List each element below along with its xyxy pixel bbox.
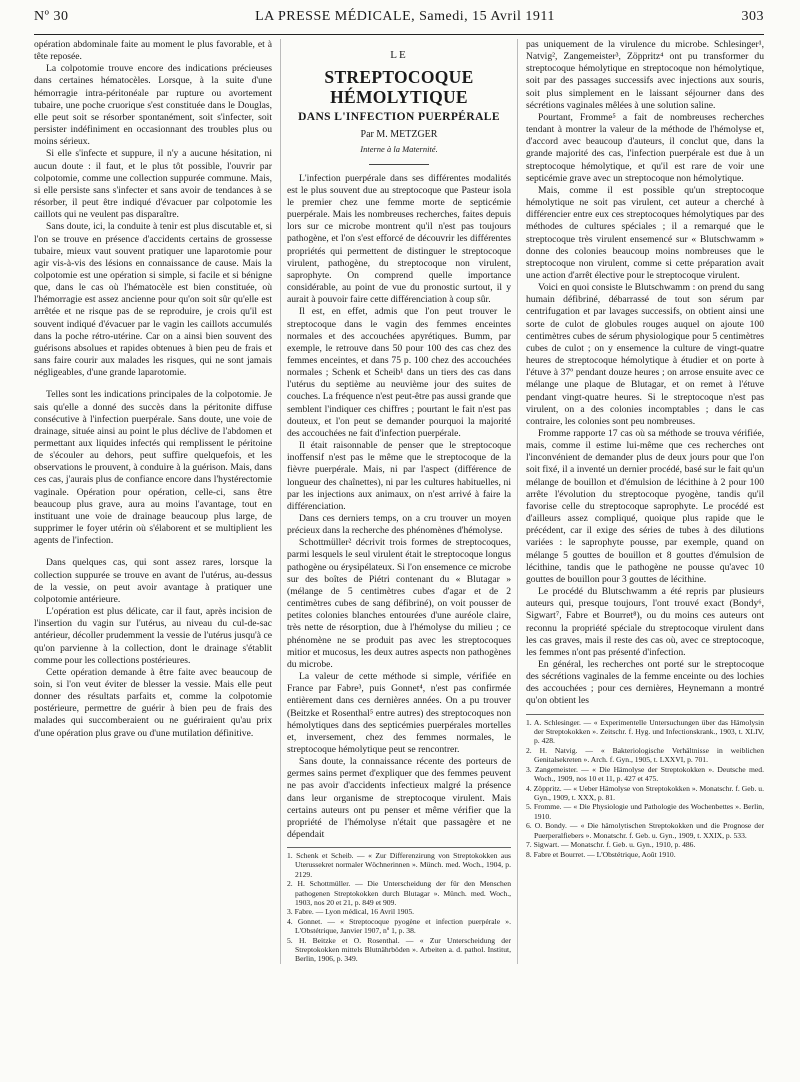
footnote: 1. A. Schlesinger. — « Experimentelle Untersuchungen über das Hämolysin der Streptokokken ». Zeitschr. f. Hyg. und Infectionskrank., 1903, t. XLIV, p. 428. xyxy=(526,717,764,745)
footnote: 6. O. Bondy. — « Die hämolytischen Streptokokken und die Prognose der Puerperalfiebers ». Monatschr. f. Geb. u. Gyn., 1909, t. XXIX, p. 533. xyxy=(526,821,764,840)
paragraph: La valeur de cette méthode si simple, vérifiée en France par Fabre³, puis Gonnet⁴, n'est pas confirmée entièrement dans ces dernières années. On a pu trouver (Beitzke et Rosenthal⁵ entre autres) des streptocoques non hémolytiques dans des septicémies puerpérales mortelles et, inversement, chez des femmes normales, le streptocoque hémolytique peut se rencontrer. xyxy=(287,671,511,755)
right-footnotes xyxy=(526,718,764,860)
paragraph: En général, les recherches ont porté sur le streptocoque des sécrétions vaginales de la femme enceinte ou des lochies des accouchées ; pour ces dernières, Heynemann a montré qu'on obtient les xyxy=(526,658,764,707)
columns xyxy=(34,39,764,964)
paragraph: Sans doute, la connaissance récente des porteurs de germes sains permet d'expliquer que des femmes peuvent ne pas avoir d'accidents infectieux malgré la présence dans leur organisme de streptocoque virulent. Mais certains auteurs ont pu penser et même vérifier que la propriété de l'hémolyse n'était que passagère et ne dépendait xyxy=(287,756,511,841)
paragraph: pas uniquement de la virulence du microbe. Schlesinger¹, Natvig², Zangemeister³, Zöppritz⁴ ont pu transformer du streptocoque hémolytique en streptocoque non hémolytique, soit par des passages successifs avec injections aux souris, soit plus simplement en le laissant séjourner dans des sécrétions vaginales mêlées à une solution saline. xyxy=(526,39,764,111)
paragraph: Pourtant, Fromme⁵ a fait de nombreuses recherches tendant à montrer la valeur de la méthode de l'hémolyse et, d'accord avec beaucoup d'auteurs, il conclut que, dans la grande majorité des cas, l'infection puerpérale est due à un streptocoque hémolytique, et qu'il est rare de voir une septicémie grave avec un streptocoque non hémolytique. xyxy=(526,111,764,184)
paragraph: Si elle s'infecte et suppure, il n'y a aucune hésitation, ni aucun doute : il faut, et le plus tôt possible, l'ouvrir par colpotomie, comme une collection suppurée commune. Mais, si elle persiste sans s'infecter et sans avoir de tendances à se résorber, il peut être indiqué d'évacuer par colpotomie les caillots qui ne veulent pas disparaître. xyxy=(34,148,272,221)
article-subtitle: DANS L'INFECTION PUERPÉRALE xyxy=(298,111,500,124)
issue-number: Nº 30 xyxy=(34,9,69,24)
paragraph: Il était raisonnable de penser que le streptocoque inoffensif n'est pas le même que le streptocoque de la fièvre puerpérale. Mais, ni par l'aspect (différence de longueur des chaînettes), ni par les cultures habituelles, ni par les injections aux animaux, on n'est arrivé à faire la différenciation. xyxy=(287,440,511,512)
paragraph: Il est, en effet, admis que l'on peut trouver le streptocoque dans le vagin des femmes enceintes normales et des accouchées apyrétiques. Bumm, par exemple, le retrouve dans 50 pour 100 des cas chez des femmes enceintes, et dans 75 p. 100 chez des accouchées normales ; Schenk et Scheib¹ dans un tiers des cas dans l'utérus du septième au neuvième jour des suites de couches. La fréquence n'est peut-être pas aussi grande que semblent l'indiquer ces chiffres ; pourtant le fait n'est pas douteux, et l'on peut se demander pourquoi la majorité des accouchées ne fait d'infection puerpérale. xyxy=(287,306,511,439)
paragraph: La colpotomie trouve encore des indications précieuses dans certaines hématocèles. Lorsque, à la suite d'une hémorragie intra-péritonéale par rupture ou avortement tubaire, une poche cruorique s'est constituée dans le Douglas, elle peut soit se résorber spontanément, soit s'infecter, soit persister indéfiniment en occasionnant des troubles plus ou moins sérieux. xyxy=(34,63,272,148)
footnote: 3. Zangemeister. — « Die Hämolyse der Streptokokken ». Deutsche med. Woch., 1909, nos 10 et 11, p. 427 et 475. xyxy=(526,764,764,783)
title-rule xyxy=(369,164,429,165)
paragraph: Sans doute, ici, la conduite à tenir est plus discutable et, si l'on se trouve en présence d'accidents certains de grossesse tubaire, mieux vaut souvent pratiquer une laparotomie pour agir vis-à-vis des lésions en connaissance de cause. Mais la colpotomie est une opération si simple, si facile et si bénigne que, dans le cas où l'hématocèle est bien constituée, où l'hémorragie est assez ancienne pour qu'on soit sûr qu'elle est arrêtée et ne risque pas de se reproduire, je crois qu'il est souvent indiqué d'évacuer par le vagin les caillots accumulés dans la poche rétro-utérine. Car on a ainsi bien souvent des guérisons absolues et rapides obtenues à bien peu de frais et sans faire courir aux malades les risques, qui ne sont jamais négligeables, d'une grande laparotomie. xyxy=(34,221,272,379)
paragraph: L'infection puerpérale dans ses différentes modalités est le plus souvent due au streptocoque que Pasteur isola le premier chez une femme morte de septicémie puerpérale. Mais les nombreuses recherches, faites depuis lors sur ce microbe montrent qu'il n'est pas toujours pathogène, et l'on s'est efforcé de découvrir les différentes propriétés qui permettent de distinguer le streptocoque virulent, pathogène, du streptocoque non virulent, saprophyte. On comprend quelle importance considérable, au point de vue du pronostic surtout, il y aurait à pouvoir faire cette différenciation à coup sûr. xyxy=(287,172,511,306)
page-header xyxy=(34,0,764,35)
paragraph: Schottmüller² décrivit trois formes de streptocoques, parmi lesquels le seul virulent était le streptocoque longus pathogène ou érysipélateux. Si l'on ensemence ce microbe sur des boîtes de Piétri contenant du « Blutagar » (mélange de 5 centimètres cubes d'agar et de 2 centimètres cubes de sang défibriné), on voit pousser de petites colonies blanches entourées d'une auréole claire, très nette de résorption, due à l'hémolyse du milieu ; ce phénomène ne se produit pas avec les streptocoques mitior et mucosus, les deux autres aspects non pathogènes du microbe. xyxy=(287,537,511,670)
article-author: Par M. METZGER xyxy=(360,129,438,141)
author-role: Interne à la Maternité. xyxy=(360,144,438,155)
page-number: 303 xyxy=(741,9,764,24)
footnote: 2. H. Natvig. — « Bakteriologische Verhältnisse in weiblichen Genitalsekreten ». Arch. f. Gyn., 1905, t. LXXVI, p. 701. xyxy=(526,745,764,764)
footnote: 5. H. Beitzke et O. Rosenthal. — « Zur Unterscheidung der Streptokokken mittels Blutnährböden ». Arbeiten a. d. pathol. Institut, Berlin, 1906, p. 349. xyxy=(287,936,511,964)
journal-title: LA PRESSE MÉDICALE, Samedi, 15 Avril 1911 xyxy=(255,9,555,24)
right-body xyxy=(526,39,764,708)
footnote: 3. Fabre. — Lyon médical, 16 Avril 1905. xyxy=(287,907,415,917)
left-column xyxy=(34,39,272,964)
footnote: 4. Gonnet. — « Streptocoque pyogène et infection puerpérale ». L'Obstétrique, Janvier 1907, nº 1, p. 38. xyxy=(287,917,511,936)
footnote: 8. Fabre et Bourret. — L'Obstétrique, Août 1910. xyxy=(526,849,676,859)
paragraph: opération abdominale faite au moment le plus favorable, et à tête reposée. xyxy=(34,39,272,63)
footnote: 7. Sigwart. — Monatschr. f. Geb. u. Gyn., 1910, p. 486. xyxy=(526,840,696,850)
paragraph: Fromme rapporte 17 cas où sa méthode se trouva vérifiée, mais, comme il estime lui-même que ces recherches ont l'inconvénient de demander plus de deux jours pour que l'on soit fixé, il a inventé un dernier procédé, basé sur le fait qu'un mélange de bouillon et d'émulsion de lécithine à 2 pour 100 arrête l'évolution du streptocoque pyogène, tandis qu'il favorise celle du streptocoque saprophyte. Le procédé est d'ailleurs assez compliqué, quoique plus rapide que le précédent, car il exige des séries de tubes à des dilutions variées : le saprophyte pousse, par exemple, quand on mélange 5 gouttes de bouillon et 8 gouttes d'émulsion de lécithine, tandis que le pathogène ne pousse qu'avec 10 gouttes de bouillon pour 3 gouttes de lécithine. xyxy=(526,428,764,585)
right-column xyxy=(526,39,764,964)
middle-column xyxy=(280,39,518,964)
footnote: 1. Schenk et Scheib. — « Zur Differenzirung von Streptokokken aus Uterussekret normaler Wöchnerinnen ». Münch. med. Woch., 1904, p. 2129. xyxy=(287,851,511,879)
footnote: 4. Zöppritz. — « Ueber Hämolyse von Streptokokken ». Monatschr. f. Geb. u. Gyn., 1909, t. XXX, p. 81. xyxy=(526,783,764,802)
paragraph: L'opération est plus délicate, car il faut, après incision de l'insertion du vagin sur l'utérus, au niveau du cul-de-sac antérieur, décoller prudemment la vessie de l'utérus jusqu'à ce qu'on parvienne à la collection, dont le drainage s'établit comme pour les collections postérieures. xyxy=(34,606,272,666)
paragraph: Mais, comme il est possible qu'un streptocoque hémolytique ne soit pas virulent, cet auteur a cherché à différencier entre eux ces streptocoques hémolytiques par des méthodes de cultures spéciales ; il a remarqué que le streptocoque très virulent ensemencé sur « Blutschwamm » donne des colonies beaucoup moins nombreuses que le streptocoque non virulent, comme si cette préparation avait une action d'arrêt élective pour le streptocoque virulent. xyxy=(526,184,764,281)
paragraph: Dans ces derniers temps, on a cru trouver un moyen précieux dans la recherche des phénomènes d'hémolyse. xyxy=(287,513,511,537)
middle-body xyxy=(287,173,511,842)
paragraph: Le procédé du Blutschwamm a été repris par plusieurs auteurs qui, presque toujours, l'ont trouvé exact (Bondy⁶, Sigwart⁷, Fabre et Bourret⁸), ou du moins ces auteurs ont reconnu la propriété spéciale du streptocoque virulent dans les cas graves, mais il reste des cas où, avec ce streptocoque, les femmes n'ont pas présenté d'infection. xyxy=(526,586,764,658)
paragraph: Dans quelques cas, qui sont assez rares, lorsque la collection suppurée se trouve en avant de l'utérus, au-dessus de la vessie, on peut avoir avantage à pratiquer une colpotomie antérieure. xyxy=(34,557,272,605)
footnote: 2. H. Schottmüller. — Die Unterscheidung der für den Menschen pathogenen Streptokokken durch Blutagar ». Münch. med. Woch., 1903, nos 20 et 21, p. 849 et 909. xyxy=(287,879,511,907)
paragraph: Cette opération demande à être faite avec beaucoup de soin, si l'on veut éviter de blesser la vessie. Mais elle peut donner des résultats parfaits et, comme la colpotomie postérieure, permettre de guérir à bien peu de frais des malades qui succomberaient ou ne guériraient qu'au prix d'une opération plus grave ou d'une mutilation définitive. xyxy=(34,666,272,739)
middle-footnotes xyxy=(287,851,511,963)
footnote: 5. Fromme. — « Die Physiologie und Pathologie des Wochenbettes ». Berlin, 1910. xyxy=(526,802,764,821)
article-title: STREPTOCOQUE HÉMOLYTIQUE xyxy=(324,67,474,108)
article-kicker: LE xyxy=(390,49,408,61)
footnote-rule xyxy=(526,714,764,715)
paragraph: Voici en quoi consiste le Blutschwamm : on prend du sang humain défibriné, débarrassé de tout son sérum par centrifugation et par lavages successifs, on obtient ainsi une sorte de culot de globules rouges auquel on ajoute 100 centimètres cubes de sérum physiologique pour 5 centimètres cubes de culot ; on y ensemence la culture de vingt-quatre heures de streptocoque hémolytique à étudier et on porte à l'étuve à 37º pendant douze heures ; on arrose ensuite avec ce mélange une plaque de Blutagar, et on remet à l'étuve pendant vingt-quatre heures. Si le streptocoque n'est pas virulent, on a des colonies incomptables ; dans le cas contraire, les colonies sont peu nombreuses. xyxy=(526,282,764,427)
footnote-rule xyxy=(287,847,511,848)
paragraph: Telles sont les indications principales de la colpotomie. Je sais qu'elle a donné des succès dans la péritonite diffuse consécutive à l'infection puerpérale. Sans doute, une voie de drainage, située ainsi au point le plus déclive de l'abdomen et permettant aux liquides infectés qui remplissent le péritoine de s'écouler au dehors, peut suffire quelquefois, et les observations le prouvent, à conduire à la guérison. Mais, dans ces cas, j'aurais plus de confiance encore dans l'hystérectomie vaginale. Opération pour opération, celle-ci, sans être beaucoup plus grave, aura au moins l'avantage, tout en instituant une voie de drainage beaucoup plus large, de supprimer le foyer utérin où s'élaborent et se multiplient les agents de l'infection. xyxy=(34,389,272,547)
